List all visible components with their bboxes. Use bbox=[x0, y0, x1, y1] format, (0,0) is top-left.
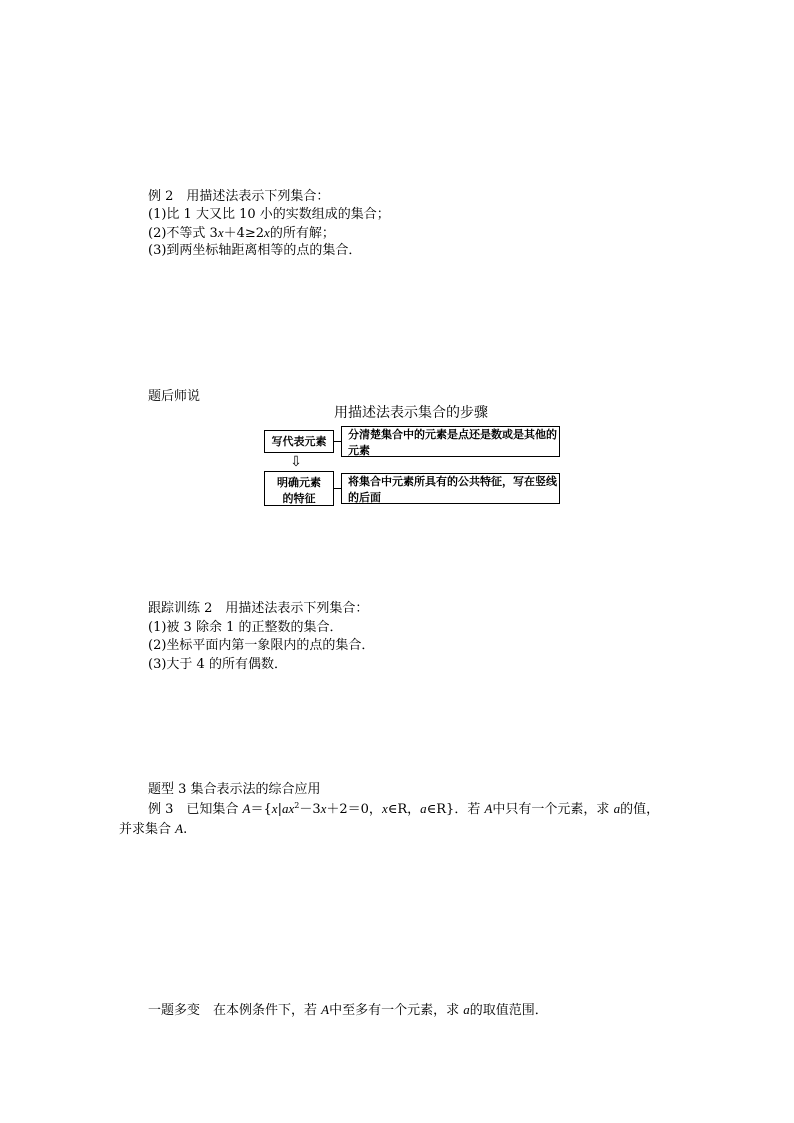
flow-connector-1 bbox=[334, 441, 341, 442]
example3-line-2: 并求集合 A. bbox=[119, 821, 188, 837]
teacher-notes-label: 题后师说 bbox=[148, 389, 201, 404]
training2-question-1: (1)被 3 除余 1 的正整数的集合． bbox=[148, 620, 343, 635]
example2-question-2: (2)不等式 3x＋4≥2x的所有解； bbox=[148, 225, 335, 241]
type3-title: 题型 3 集合表示法的综合应用 bbox=[148, 782, 321, 797]
example3-line-1: 例 3 已知集合 $A=\{x|ax^2-3x+2=0$，x∈R，a∈R}．若 A中只有一个元素，求 a的值， bbox=[148, 801, 660, 817]
example2-title: 例 2 用描述法表示下列集合： bbox=[148, 189, 330, 204]
variant-question: 一题多变 在本例条件下，若 A中至多有一个元素，求 a的取值范围． bbox=[148, 1002, 548, 1018]
example2-question-1: (1)比 1 大又比 10 小的实数组成的集合； bbox=[148, 207, 390, 222]
down-arrow-icon: ⇩ bbox=[290, 454, 302, 470]
flow-desc-2: 将集合中元素所具有的公共特征，写在竖线的后面 bbox=[341, 473, 560, 504]
flow-desc-1: 分清楚集合中的元素是点还是数或是其他的元素 bbox=[341, 426, 560, 457]
training2-title: 跟踪训练 2 用描述法表示下列集合： bbox=[148, 601, 369, 616]
flowchart-title: 用描述法表示集合的步骤 bbox=[334, 405, 488, 421]
flow-step-represent-element: 写代表元素 bbox=[264, 430, 334, 453]
flow-step-element-features: 明确元素的特征 bbox=[264, 471, 334, 506]
flow-connector-2 bbox=[334, 488, 341, 489]
example2-question-3: (3)到两坐标轴距离相等的点的集合． bbox=[148, 243, 362, 258]
training2-question-2: (2)坐标平面内第一象限内的点的集合． bbox=[148, 638, 375, 653]
training2-question-3: (3)大于 4 的所有偶数． bbox=[148, 657, 287, 672]
